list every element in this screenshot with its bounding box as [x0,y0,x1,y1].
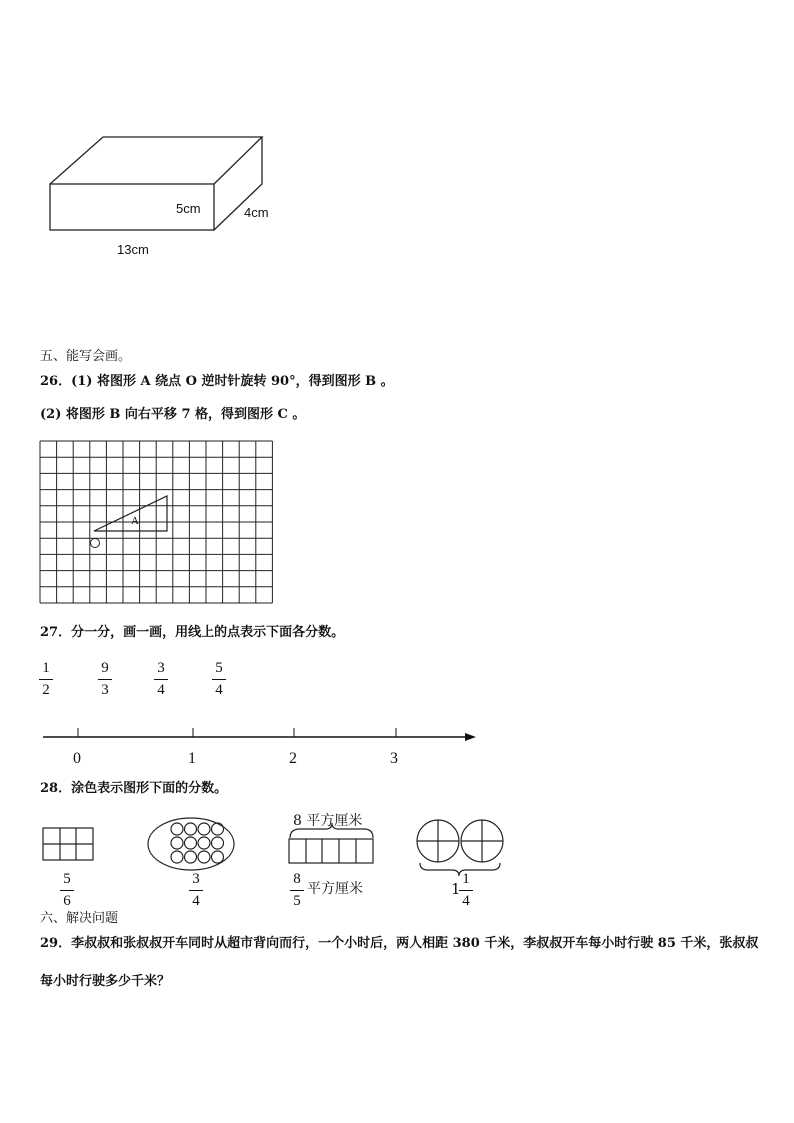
q26-line2: (2) 将图形 B 向右平移 7 格，得到图形 C 。 [40,407,306,422]
q28-fraction-2: 3 4 [188,871,204,910]
small-circle [212,837,224,849]
tick-label-3: 3 [390,750,398,767]
small-circle [198,837,210,849]
q28-ellipse-twelve-circles [148,818,234,870]
q27-text: 27．分一分，画一画，用线上的点表示下面各分数。 [40,625,345,640]
rotation-grid[interactable] [40,441,280,611]
section-six-title: 六、解决问题 [40,911,119,926]
small-circle [171,837,183,849]
q28-rect-six-parts [43,828,93,860]
q26-line1: 26．(1) 将图形 A 绕点 O 逆时针旋转 90°，得到图形 B 。 [40,374,394,389]
tick-label-0: 0 [73,750,81,767]
small-circle [185,851,197,863]
section-five-title: 五、能写会画。 [40,349,132,364]
q27-fraction-2: 9 3 [97,660,113,699]
small-circle [185,823,197,835]
q27-fraction-4: 5 4 [211,660,227,699]
small-circle [198,851,210,863]
cuboid-height-label: 5cm [176,201,201,216]
q28-two-circles-quarters [417,820,503,876]
small-circle [185,837,197,849]
tick-label-1: 1 [188,750,196,767]
small-circle [171,851,183,863]
q27-fraction-1: 1 2 [38,660,54,699]
q28-fraction-1: 5 6 [59,871,75,910]
q28-text: 28．涂色表示图形下面的分数。 [40,781,228,796]
q27-fraction-3: 3 4 [153,660,169,699]
q29-text: 29．李叔叔和张叔叔开车同时从超市背向而行，一个小时后，两人相距 380 千米，李叔叔开车每小时行驶 85 千米，张叔叔每小时行驶多少千米？ [40,936,759,989]
q28-bar-top-label: 8 平方厘米 [293,813,363,829]
cuboid-length-label: 13cm [117,242,149,257]
small-circle [171,823,183,835]
small-circle [198,823,210,835]
cuboid-top-face [50,137,262,184]
number-line-arrow-icon [465,733,476,741]
point-o [91,539,100,548]
q28-figures[interactable] [0,808,794,878]
small-circle [212,823,224,835]
tick-label-2: 2 [289,750,297,767]
number-line[interactable] [40,727,490,747]
q28-fraction-4: 1 1 4 [451,871,481,907]
small-circle [212,851,224,863]
cuboid-depth-label: 4cm [244,205,269,220]
figure-a-label: A [131,515,139,527]
